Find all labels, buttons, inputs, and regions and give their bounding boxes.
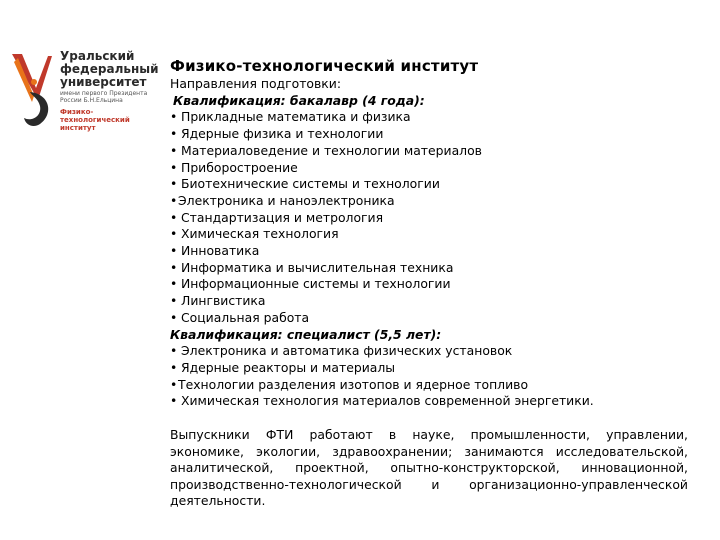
list-item: • Информатика и вычислительная техника: [170, 260, 690, 277]
bachelor-list: [170, 109, 690, 326]
list-item: • Электроника и автоматика физических установок: [170, 343, 690, 360]
list-item: • Социальная работа: [170, 310, 690, 327]
list-item: • Информационные системы и технологии: [170, 276, 690, 293]
list-item: • Стандартизация и метрология: [170, 210, 690, 227]
list-item: • Электроника и наноэлектроника: [170, 193, 690, 210]
university-name-line: университет: [60, 75, 147, 89]
page-title: Физико-технологический институт: [170, 57, 479, 75]
university-emblem-icon: [10, 52, 54, 130]
list-item: • Ядерные реакторы и материалы: [170, 360, 690, 377]
list-item: • Лингвистика: [170, 293, 690, 310]
list-item: • Химическая технология: [170, 226, 690, 243]
slide-content: [170, 56, 690, 510]
specialist-list: [170, 343, 690, 410]
ural-federal-university-logo: [10, 50, 160, 150]
university-name-line: Уральский: [60, 49, 135, 63]
university-subtitle: имени первого Президента России Б.Н.Ельцина: [60, 90, 148, 104]
list-item: • Биотехнические системы и технологии: [170, 176, 690, 193]
list-item: • Ядерные физика и технологии: [170, 126, 690, 143]
list-item: • Технологии разделения изотопов и ядерное топливо: [170, 377, 690, 394]
directions-label: Направления подготовки:: [170, 76, 342, 91]
list-item: • Химическая технология материалов современной энергетики.: [170, 393, 690, 410]
list-item: • Приборостроение: [170, 160, 690, 177]
institute-name: [60, 108, 140, 132]
list-item: • Инноватика: [170, 243, 690, 260]
institute-name-line: Физико-: [60, 108, 94, 116]
university-name-line: федеральный: [60, 62, 159, 76]
graduates-paragraph: Выпускники ФТИ работают в науке, промышленности, управлении, экономике, экологии, здравоохранении; занимаются исследовательской, аналитической, проектной, опытно-конструкторской, инновационной, производственно-технологической и организационно-управленческой деятельности.: [170, 427, 688, 509]
bachelor-qualification-label: Квалификация: бакалавр (4 года):: [173, 92, 425, 108]
specialist-qualification-label: Квалификация: специалист (5,5 лет):: [170, 326, 442, 342]
list-item: • Прикладные математика и физика: [170, 109, 690, 126]
institute-name-line: институт: [60, 124, 96, 132]
institute-name-line: технологический: [60, 116, 130, 124]
list-item: • Материаловедение и технологии материалов: [170, 143, 690, 160]
logo-text: [60, 50, 160, 132]
